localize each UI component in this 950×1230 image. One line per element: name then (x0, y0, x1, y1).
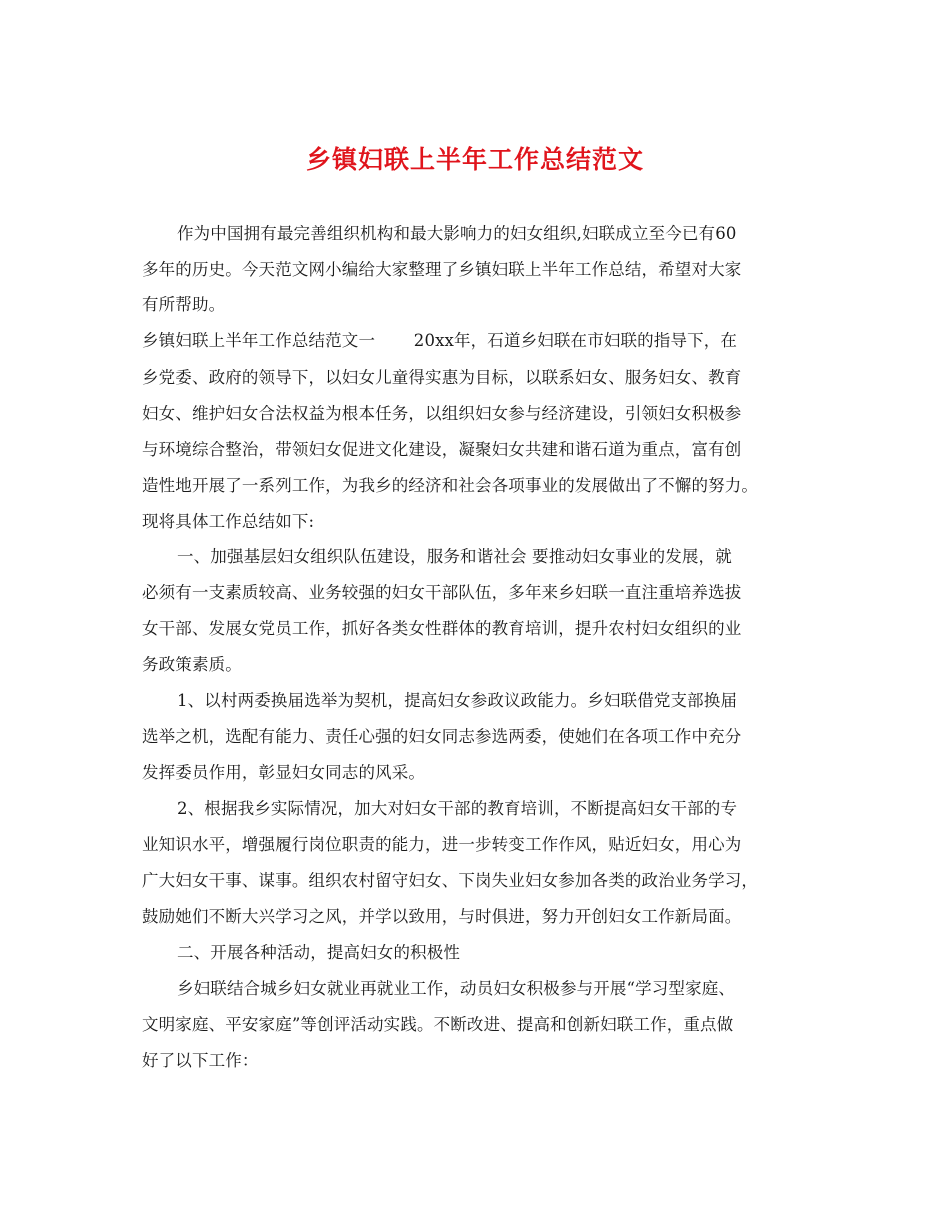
body-line: 业知识水平，增强履行岗位职责的能力，进一步转变工作作风，贴近妇女，用心为 (142, 835, 742, 854)
body-line: 文明家庭、平安家庭”等创评活动实践。不断改进、提高和创新妇联工作，重点做 (142, 1015, 734, 1034)
body-line: 造性地开展了一系列工作，为我乡的经济和社会各项事业的发展做出了不懈的努力。 (142, 476, 759, 495)
body-line: 乡党委、政府的领导下，以妇女儿童得实惠为目标，以联系妇女、服务妇女、教育 (142, 368, 742, 387)
body-line: 乡镇妇联上半年工作总结范文一 20xx年，石道乡妇联在市妇联的指导下，在 (142, 331, 738, 350)
body-line: 务政策素质。 (142, 655, 242, 674)
body-line: 1、以村两委换届选举为契机，提高妇女参政议政能力。乡妇联借党支部换届 (177, 691, 738, 710)
body-line: 二、开展各种活动，提高妇女的积极性 (177, 943, 461, 962)
body-line: 有所帮助。 (142, 295, 226, 314)
body-line: 多年的历史。今天范文网小编给大家整理了乡镇妇联上半年工作总结，希望对大家 (142, 260, 742, 279)
body-line: 作为中国拥有最完善组织机构和最大影响力的妇女组织,妇联成立至今已有60 (177, 224, 737, 243)
body-line: 一、加强基层妇女组织队伍建设，服务和谐社会 要推动妇女事业的发展，就 (177, 547, 732, 566)
body-line: 2、根据我乡实际情况，加大对妇女干部的教育培训，不断提高妇女干部的专 (177, 799, 738, 818)
body-line: 广大妇女干事、谋事。组织农村留守妇女、下岗失业妇女参加各类的政治业务学习， (142, 871, 759, 890)
body-line: 好了以下工作： (142, 1051, 259, 1070)
body-line: 女干部、发展女党员工作，抓好各类女性群体的教育培训，提升农村妇女组织的业 (142, 619, 742, 638)
body-line: 乡妇联结合城乡妇女就业再就业工作，动员妇女积极参与开展“学习型家庭、 (177, 979, 736, 998)
body-line: 必须有一支素质较高、业务较强的妇女干部队伍，多年来乡妇联一直注重培养选拔 (142, 583, 742, 602)
body-line: 现将具体工作总结如下: (142, 512, 315, 531)
body-line: 鼓励她们不断大兴学习之风，并学以致用，与时俱进，努力开创妇女工作新局面。 (142, 907, 742, 926)
body-line: 发挥委员作用，彰显妇女同志的风采。 (142, 763, 426, 782)
body-line: 与环境综合整治，带领妇女促进文化建设，凝聚妇女共建和谐石道为重点，富有创 (142, 440, 742, 459)
document-title: 乡镇妇联上半年工作总结范文 (305, 145, 644, 174)
body-line: 妇女、维护妇女合法权益为根本任务，以组织妇女参与经济建设，引领妇女积极参 (142, 404, 742, 423)
body-line: 选举之机，选配有能力、责任心强的妇女同志参选两委，使她们在各项工作中充分 (142, 727, 742, 746)
